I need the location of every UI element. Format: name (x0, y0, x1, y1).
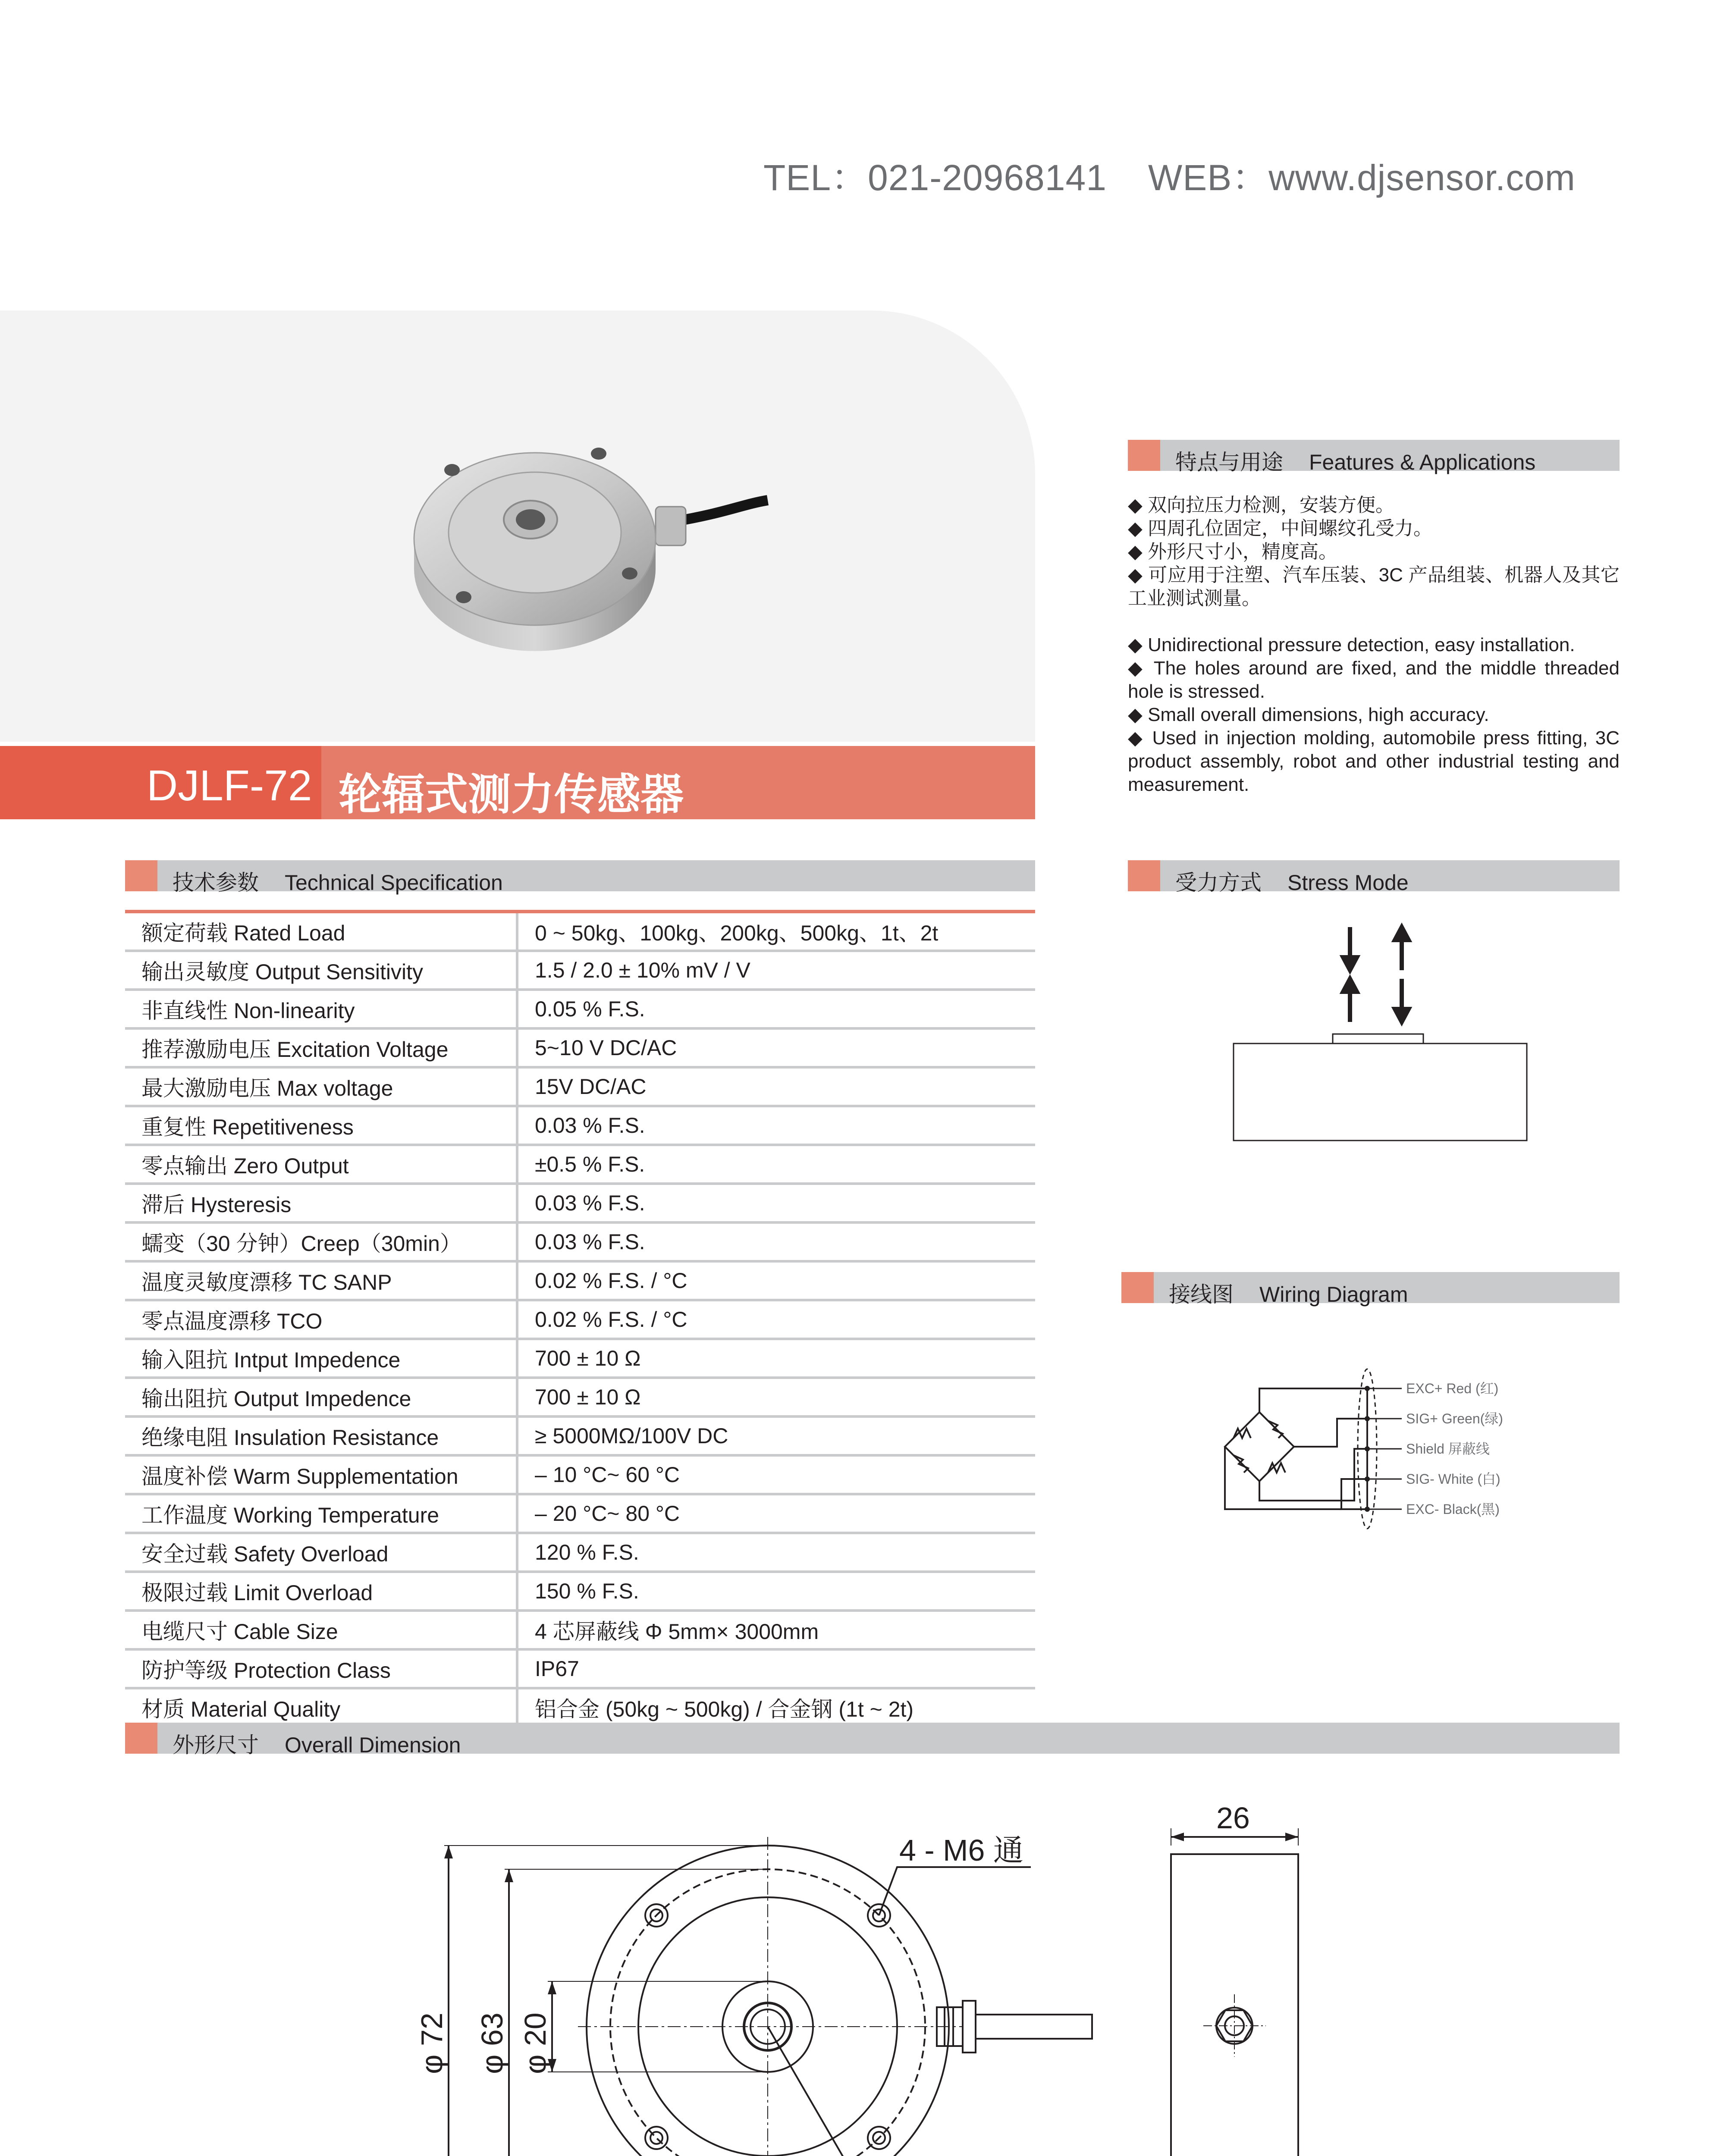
feature-cn-4: ◆ 可应用于注塑、汽车压装、3C 产品组装、机器人及其它工业测试测量。 (1128, 564, 1620, 609)
feature-en-2: ◆ The holes around are fixed, and the middle threaded hole is stressed. (1128, 658, 1620, 702)
spec-title-en: Technical Specification (285, 871, 503, 895)
feature-en-4: ◆ Used in injection molding, automobile press fitting, 3C product assembly, robot and other industrial testing and measurement. (1128, 727, 1620, 795)
wiring-title-cn: 接线图 (1169, 1282, 1234, 1307)
wire-label-sig-plus: SIG+ Green(绿) (1406, 1411, 1503, 1426)
feature-en-1: ◆ Unidirectional pressure detection, easy installation. (1128, 634, 1575, 655)
spec-value: 0.02 % F.S. / °C (517, 1261, 1035, 1300)
spec-value: 700 ± 10 Ω (517, 1378, 1035, 1416)
spec-value: 铝合金 (50kg ~ 500kg) / 合金钢 (1t ~ 2t) (517, 1688, 1035, 1727)
spec-key: 温度补偿 Warm Supplementation (125, 1455, 517, 1494)
spec-value: 0.05 % F.S. (517, 990, 1035, 1028)
spec-value: 5~10 V DC/AC (517, 1028, 1035, 1067)
spec-value: 15V DC/AC (517, 1067, 1035, 1106)
tel-text: TEL：021-20968141 (763, 157, 1107, 198)
table-row (125, 1416, 1035, 1455)
feature-cn-2: ◆ 四周孔位固定，中间螺纹孔受力。 (1128, 518, 1433, 539)
features-title-en: Features & Applications (1309, 450, 1536, 474)
table-row (125, 1300, 1035, 1339)
dimension-header (125, 1723, 1620, 1757)
spec-key: 材质 Material Quality (125, 1688, 517, 1727)
features-header-accent (1128, 440, 1160, 471)
dimension-title-cn: 外形尺寸 (173, 1733, 259, 1757)
table-row (125, 1611, 1035, 1649)
holes-label: 4 - M6 通 (899, 1833, 1023, 1867)
product-photo (388, 423, 776, 664)
web-text: WEB：www.djsensor.com (1148, 157, 1576, 198)
stress-header-accent (1128, 860, 1160, 891)
spec-key: 输出灵敏度 Output Sensitivity (125, 951, 517, 990)
feature-en-3: ◆ Small overall dimensions, high accuracy. (1128, 704, 1489, 725)
spec-key: 工作温度 Working Temperature (125, 1494, 517, 1533)
table-row (125, 1261, 1035, 1300)
wire-label-exc-plus: EXC+ Red (红) (1406, 1381, 1499, 1396)
wiring-header-accent (1121, 1272, 1154, 1303)
spec-value: 0.03 % F.S. (517, 1184, 1035, 1222)
spec-value: IP67 (517, 1649, 1035, 1688)
table-row (125, 912, 1035, 951)
spec-value: 4 芯屏蔽线 Φ 5mm× 3000mm (517, 1611, 1035, 1649)
height-26-label: 26 (1216, 1801, 1250, 1835)
spec-key: 滞后 Hysteresis (125, 1184, 517, 1222)
spec-value: ≥ 5000MΩ/100V DC (517, 1416, 1035, 1455)
spec-key: 极限过载 Limit Overload (125, 1572, 517, 1611)
contact-line (763, 149, 1576, 201)
product-name: 轮辐式测力传感器 (339, 771, 684, 819)
dimension-drawing (388, 1789, 1337, 2156)
spec-value: – 20 °C~ 80 °C (517, 1494, 1035, 1533)
spec-value: 150 % F.S. (517, 1572, 1035, 1611)
table-row (125, 990, 1035, 1028)
diameter-20-label: φ 20 (518, 2012, 552, 2074)
table-row (125, 1184, 1035, 1222)
spec-table (125, 910, 1035, 1728)
wiring-title-en: Wiring Diagram (1259, 1282, 1408, 1307)
spec-value: – 10 °C~ 60 °C (517, 1455, 1035, 1494)
features-header (1128, 440, 1620, 474)
table-row (125, 1533, 1035, 1572)
spec-key: 电缆尺寸 Cable Size (125, 1611, 517, 1649)
table-row (125, 1649, 1035, 1688)
stress-mode-diagram (1225, 918, 1535, 1151)
spec-value: 700 ± 10 Ω (517, 1339, 1035, 1378)
spec-key: 防护等级 Protection Class (125, 1649, 517, 1688)
table-row (125, 1688, 1035, 1727)
table-row (125, 951, 1035, 990)
stress-title-en: Stress Mode (1287, 871, 1409, 895)
table-row (125, 1572, 1035, 1611)
table-row (125, 1378, 1035, 1416)
spec-title-cn: 技术参数 (173, 871, 259, 895)
wiring-header (1121, 1272, 1620, 1307)
stress-header (1128, 860, 1620, 895)
feature-cn-3: ◆ 外形尺寸小，精度高。 (1128, 541, 1338, 562)
spec-value: 1.5 / 2.0 ± 10% mV / V (517, 951, 1035, 990)
table-row (125, 1494, 1035, 1533)
table-row (125, 1339, 1035, 1378)
spec-key: 绝缘电阻 Insulation Resistance (125, 1416, 517, 1455)
spec-key: 输入阻抗 Intput Impedence (125, 1339, 517, 1378)
table-row (125, 1455, 1035, 1494)
spec-key: 蠕变（30 分钟）Creep（30min） (125, 1222, 517, 1261)
table-row (125, 1028, 1035, 1067)
table-row (125, 1067, 1035, 1106)
spec-key: 零点温度漂移 TCO (125, 1300, 517, 1339)
wire-label-shield: Shield 屏蔽线 (1406, 1441, 1490, 1457)
wiring-diagram (1216, 1363, 1604, 1548)
spec-value: ±0.5 % F.S. (517, 1145, 1035, 1184)
spec-header (125, 860, 1035, 895)
spec-key: 非直线性 Non-linearity (125, 990, 517, 1028)
model-number: DJLF-72 (147, 761, 312, 810)
dimension-header-accent (125, 1723, 157, 1754)
table-row (125, 1106, 1035, 1145)
spec-value: 0 ~ 50kg、100kg、200kg、500kg、1t、2t (517, 912, 1035, 951)
spec-key: 安全过载 Safety Overload (125, 1533, 517, 1572)
table-row (125, 1145, 1035, 1184)
spec-key: 推荐激励电压 Excitation Voltage (125, 1028, 517, 1067)
spec-key: 重复性 Repetitiveness (125, 1106, 517, 1145)
features-title-cn: 特点与用途 (1175, 450, 1283, 474)
spec-key: 零点输出 Zero Output (125, 1145, 517, 1184)
spec-value: 0.02 % F.S. / °C (517, 1300, 1035, 1339)
diameter-72-label: φ 72 (415, 2012, 449, 2074)
spec-key: 输出阻抗 Output Impedence (125, 1378, 517, 1416)
table-row (125, 1222, 1035, 1261)
spec-value: 0.03 % F.S. (517, 1106, 1035, 1145)
dimension-title-en: Overall Dimension (285, 1733, 461, 1757)
spec-key: 温度灵敏度漂移 TC SANP (125, 1261, 517, 1300)
wire-label-sig-minus: SIG- White (白) (1406, 1471, 1501, 1487)
spec-key: 最大激励电压 Max voltage (125, 1067, 517, 1106)
feature-cn-1: ◆ 双向拉压力检测，安装方便。 (1128, 495, 1395, 516)
spec-key: 额定荷载 Rated Load (125, 912, 517, 951)
spec-value: 120 % F.S. (517, 1533, 1035, 1572)
stress-title-cn: 受力方式 (1175, 871, 1262, 895)
wire-label-exc-minus: EXC- Black(黑) (1406, 1501, 1500, 1517)
diameter-63-label: φ 63 (475, 2012, 509, 2074)
spec-value: 0.03 % F.S. (517, 1222, 1035, 1261)
spec-header-accent (125, 860, 157, 891)
features-list (1128, 494, 1620, 796)
